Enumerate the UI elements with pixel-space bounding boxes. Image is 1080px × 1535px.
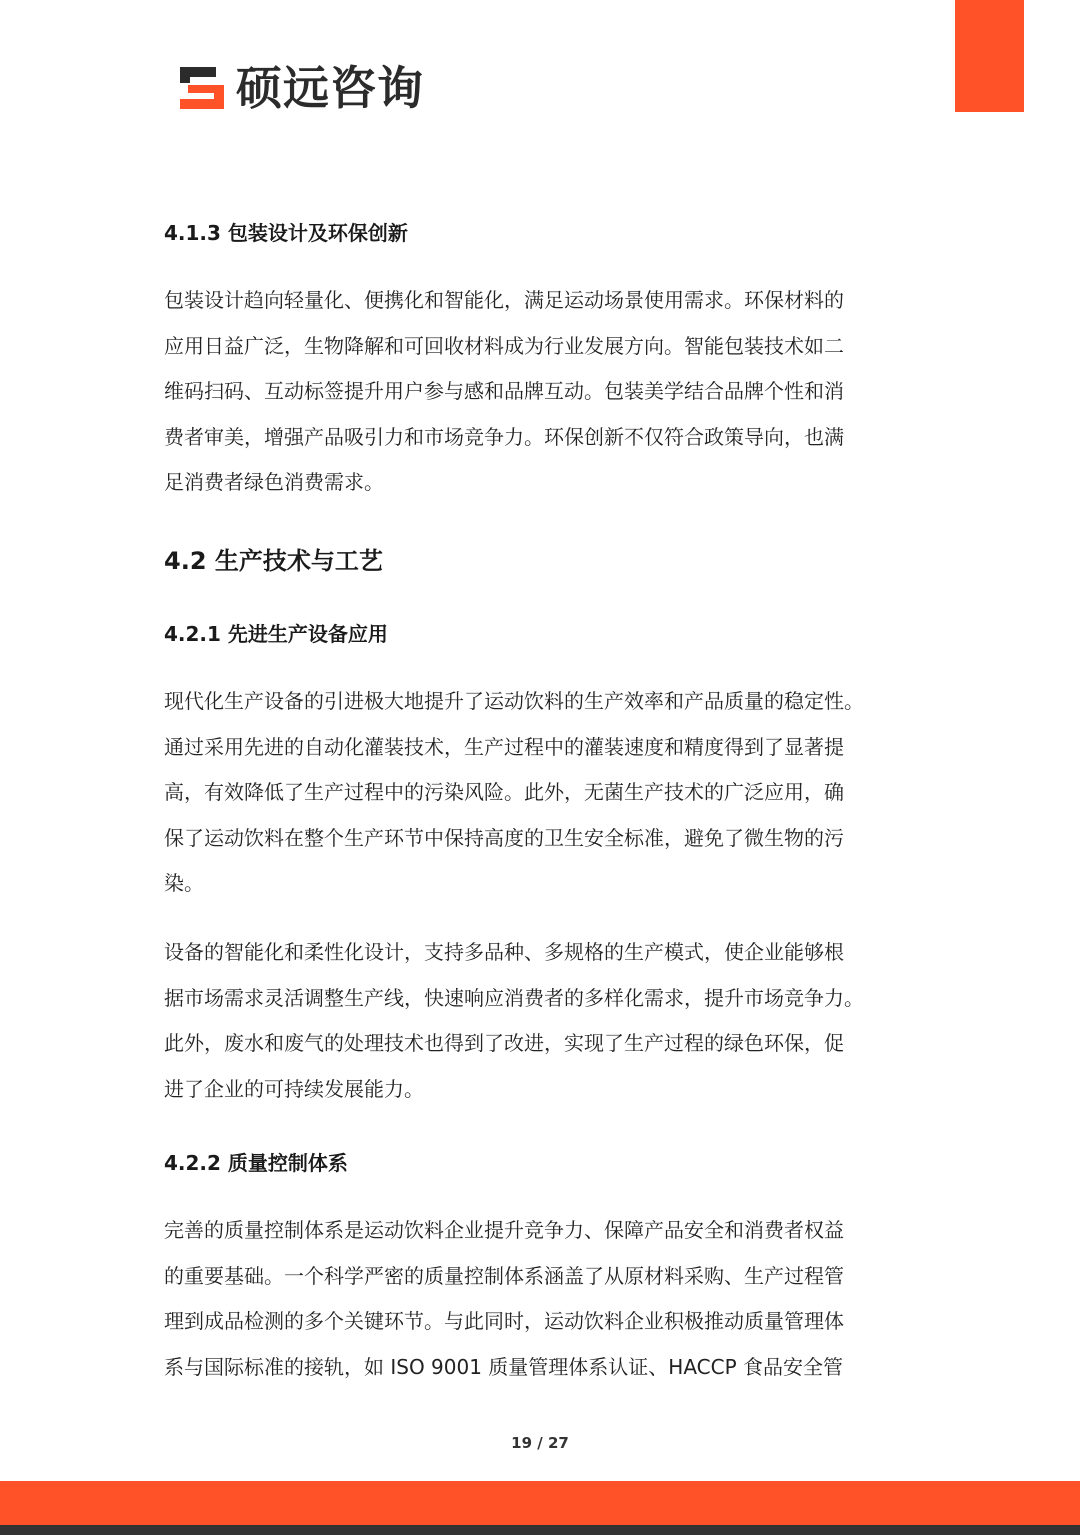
paragraph-line: 据市场需求灵活调整生产线，快速响应消费者的多样化需求，提升市场竞争力。	[164, 985, 864, 1010]
heading-4-1-3: 4.1.3 包装设计及环保创新	[164, 221, 408, 245]
paragraph-line: 费者审美，增强产品吸引力和市场竞争力。环保创新不仅符合政策导向，也满	[164, 424, 844, 449]
paragraph-line: 维码扫码、互动标签提升用户参与感和品牌互动。包装美学结合品牌个性和消	[164, 379, 844, 403]
paragraph-equipment-2	[164, 930, 864, 1112]
paragraph-line: 系与国际标准的接轨，如 ISO 9001 质量管理体系认证、HACCP 食品安全管	[164, 1354, 844, 1379]
paragraph-line: 此外，废水和废气的处理技术也得到了改进，实现了生产过程的绿色环保，促	[164, 1031, 844, 1055]
paragraph-line: 保了运动饮料在整个生产环节中保持高度的卫生安全标准，避免了微生物的污	[164, 825, 844, 850]
corner-accent-tab	[955, 0, 1024, 112]
heading-4-2-2: 4.2.2 质量控制体系	[164, 1151, 348, 1175]
paragraph-line: 通过采用先进的自动化灌装技术，生产过程中的灌装速度和精度得到了显著提	[164, 734, 844, 759]
heading-4-2: 4.2 生产技术与工艺	[164, 547, 383, 575]
heading-4-2-1: 4.2.1 先进生产设备应用	[164, 622, 388, 646]
brand-name: 硕远咨询	[236, 61, 424, 115]
paragraph-line: 完善的质量控制体系是运动饮料企业提升竞争力、保障产品安全和消费者权益	[164, 1218, 844, 1242]
paragraph-line: 高，有效降低了生产过程中的污染风险。此外，无菌生产技术的广泛应用，确	[164, 780, 844, 804]
paragraph-line: 设备的智能化和柔性化设计，支持多品种、多规格的生产模式，使企业能够根	[164, 940, 844, 964]
footer-accent-bar	[0, 1481, 1080, 1525]
paragraph-quality	[164, 1208, 844, 1390]
paragraph-line: 现代化生产设备的引进极大地提升了运动饮料的生产效率和产品质量的稳定性。	[164, 689, 864, 713]
paragraph-packaging	[164, 278, 844, 506]
paragraph-line: 包装设计趋向轻量化、便携化和智能化，满足运动场景使用需求。环保材料的	[164, 288, 844, 312]
footer-dark-strip	[0, 1525, 1080, 1535]
page-number: 19 / 27	[511, 1434, 569, 1452]
paragraph-line: 应用日益广泛，生物降解和可回收材料成为行业发展方向。智能包装技术如二	[164, 333, 844, 358]
paragraph-line: 理到成品检测的多个关键环节。与此同时，运动饮料企业积极推动质量管理体	[164, 1309, 844, 1333]
paragraph-equipment-1	[164, 679, 864, 907]
logo-mark-icon	[176, 63, 228, 113]
paragraph-line: 染。	[164, 871, 204, 895]
brand-logo	[176, 60, 424, 116]
paragraph-line: 进了企业的可持续发展能力。	[164, 1076, 424, 1101]
paragraph-line: 的重要基础。一个科学严密的质量控制体系涵盖了从原材料采购、生产过程管	[164, 1263, 844, 1288]
paragraph-line: 足消费者绿色消费需求。	[164, 470, 384, 494]
